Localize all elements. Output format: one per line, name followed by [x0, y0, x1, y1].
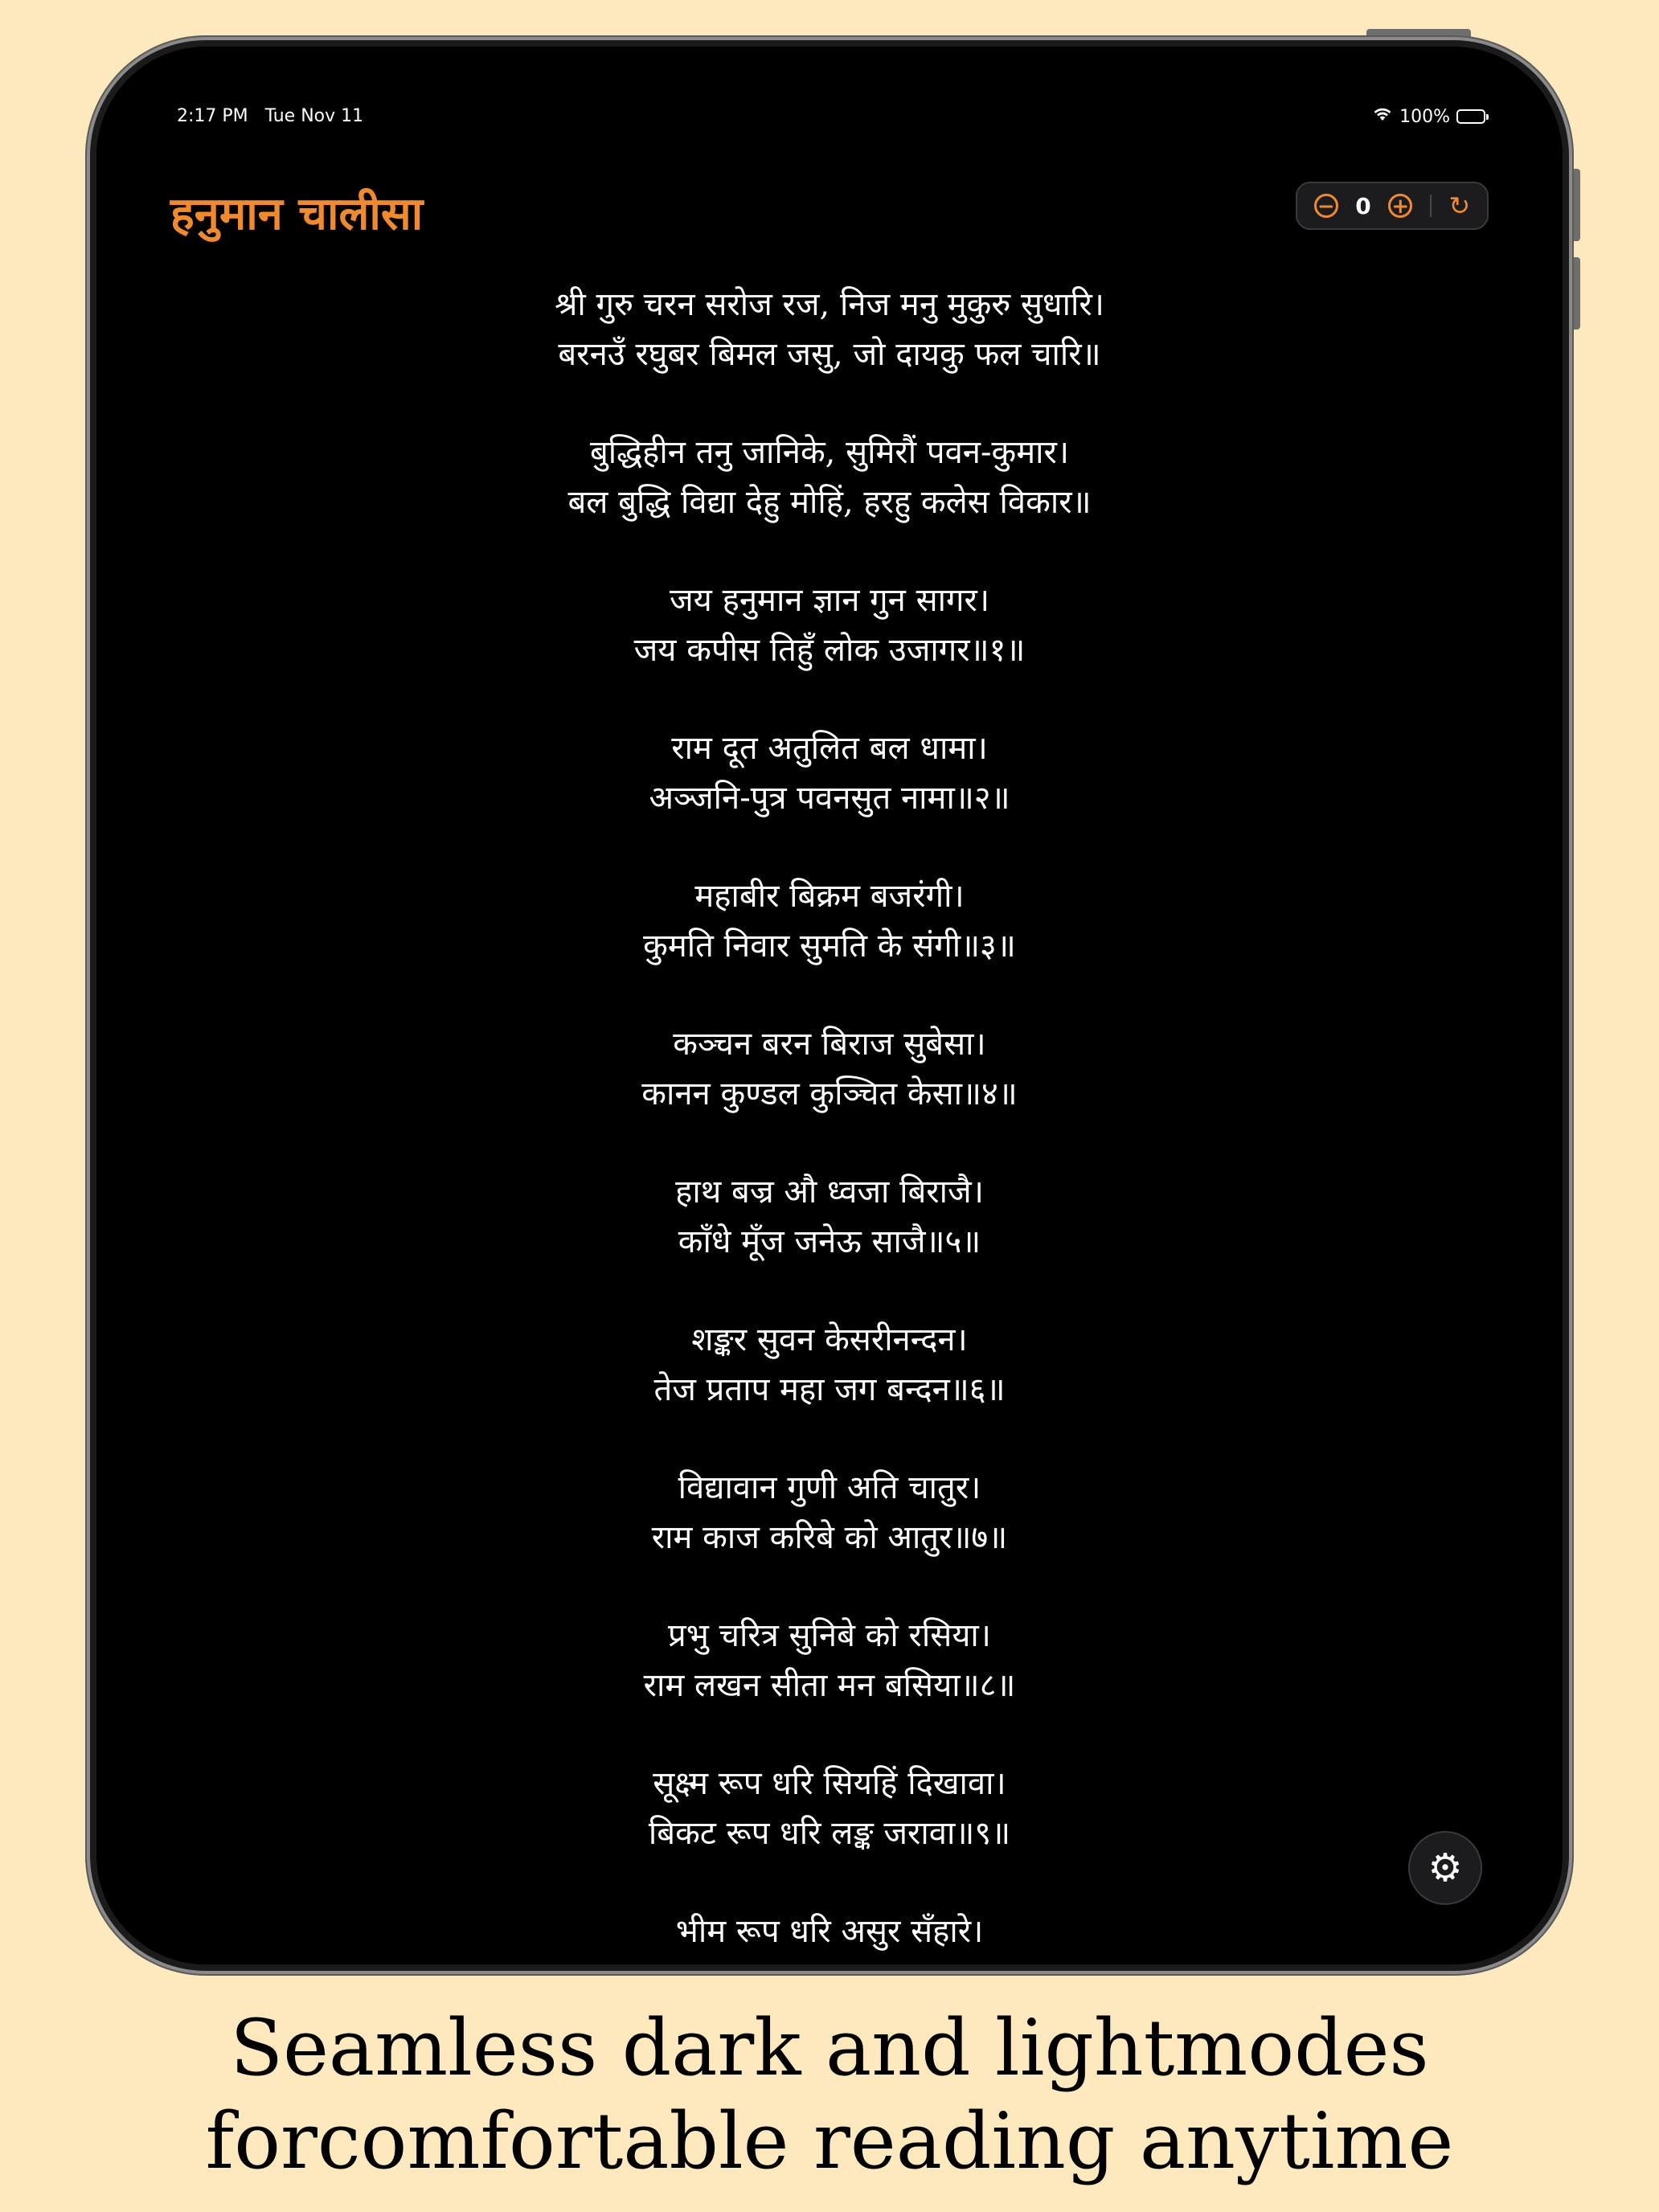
verse-line: हाथ बज्र औ ध्वजा बिराजै। [675, 1174, 984, 1210]
tagline-line-1: Seamless dark and lightmodes [230, 2003, 1429, 2093]
verse-line: विद्यावान गुणी अति चातुर। [678, 1469, 981, 1506]
increment-icon[interactable]: + [1388, 194, 1412, 218]
verse-line: बिकट रूप धरि लङ्क जरावा॥९॥ [648, 1815, 1011, 1852]
status-time-date [177, 106, 363, 126]
verse-stanza [96, 1759, 1563, 1858]
screen [90, 40, 1569, 1971]
tagline [0, 2001, 1659, 2188]
verse-stanza [96, 1907, 1563, 1956]
app-title: हनुमान चालीसा [170, 188, 424, 240]
verse-line: राम लखन सीता मन बसिया॥८॥ [643, 1667, 1016, 1704]
verse-line: बरनउँ रघुबर बिमल जसु, जो दायकु फल चारि॥ [558, 336, 1101, 373]
verse-line: अञ्जनि-पुत्र पवनसुत नामा॥२॥ [649, 780, 1010, 817]
decrement-icon[interactable]: − [1314, 194, 1338, 218]
verse-line: प्रभु चरित्र सुनिबे को रसिया। [668, 1617, 991, 1654]
verse-line: काँधे मूँज जनेऊ साजै॥५॥ [678, 1223, 981, 1260]
ipad-frame [85, 35, 1574, 1976]
verse-stanza [96, 723, 1563, 823]
counter-value: 0 [1355, 192, 1371, 219]
verse-line: कानन कुण्डल कुञ्चित केसा॥४॥ [641, 1075, 1018, 1112]
verse-stanza [96, 280, 1563, 379]
tagline-line-2: forcomfortable reading anytime [205, 2096, 1454, 2186]
verse-stanza [96, 1611, 1563, 1710]
counter-divider [1430, 195, 1432, 217]
settings-button[interactable] [1408, 1831, 1482, 1905]
battery-icon [1456, 109, 1485, 124]
verse-stanza [96, 576, 1563, 675]
status-bar [96, 106, 1563, 138]
battery-percent: 100% [1399, 106, 1450, 127]
status-right [1372, 106, 1485, 127]
status-date: Tue Nov 11 [264, 106, 364, 126]
verse-line: बल बुद्धि विद्या देहु मोहिं, हरहु कलेस विकार॥ [567, 484, 1092, 521]
verse-line: श्री गुरु चरन सरोज रज, निज मनु मुकुरु सुधारि। [555, 286, 1104, 323]
status-time: 2:17 PM [177, 106, 248, 126]
verse-line: सूक्ष्म रूप धरि सियहिं दिखावा। [653, 1765, 1006, 1802]
verse-line: महाबीर बिक्रम बजरंगी। [694, 878, 965, 915]
verse-line: बुद्धिहीन तनु जानिके, सुमिरौं पवन-कुमार। [589, 434, 1070, 471]
verse-line: कञ्चन बरन बिराज सुबेसा। [673, 1026, 986, 1063]
verse-line: जय कपीस तिहुँ लोक उजागर॥१॥ [633, 632, 1026, 669]
verse-line: शङ्कर सुवन केसरीनन्दन। [691, 1321, 968, 1358]
verse-line: तेज प्रताप महा जग बन्दन॥६॥ [653, 1371, 1006, 1408]
verse-list [96, 280, 1563, 1971]
verse-line: राम काज करिबे को आतुर॥७॥ [651, 1519, 1008, 1556]
verse-line: कुमति निवार सुमति के संगी॥३॥ [643, 928, 1016, 965]
verse-line: राम दूत अतुलित बल धामा। [671, 730, 988, 767]
verse-stanza [96, 1315, 1563, 1415]
gear-icon: ⚙ [1428, 1845, 1463, 1890]
verse-stanza [96, 1167, 1563, 1267]
wifi-icon [1372, 106, 1393, 127]
verse-stanza [96, 1463, 1563, 1563]
reset-icon[interactable]: ↻ [1448, 190, 1471, 221]
verse-stanza [96, 1019, 1563, 1119]
chant-counter [1296, 182, 1489, 230]
verse-stanza [96, 871, 1563, 971]
verse-stanza [96, 428, 1563, 527]
verse-line: जय हनुमान ज्ञान गुन सागर। [669, 582, 990, 619]
verse-line: भीम रूप धरि असुर सँहारे। [675, 1913, 984, 1950]
